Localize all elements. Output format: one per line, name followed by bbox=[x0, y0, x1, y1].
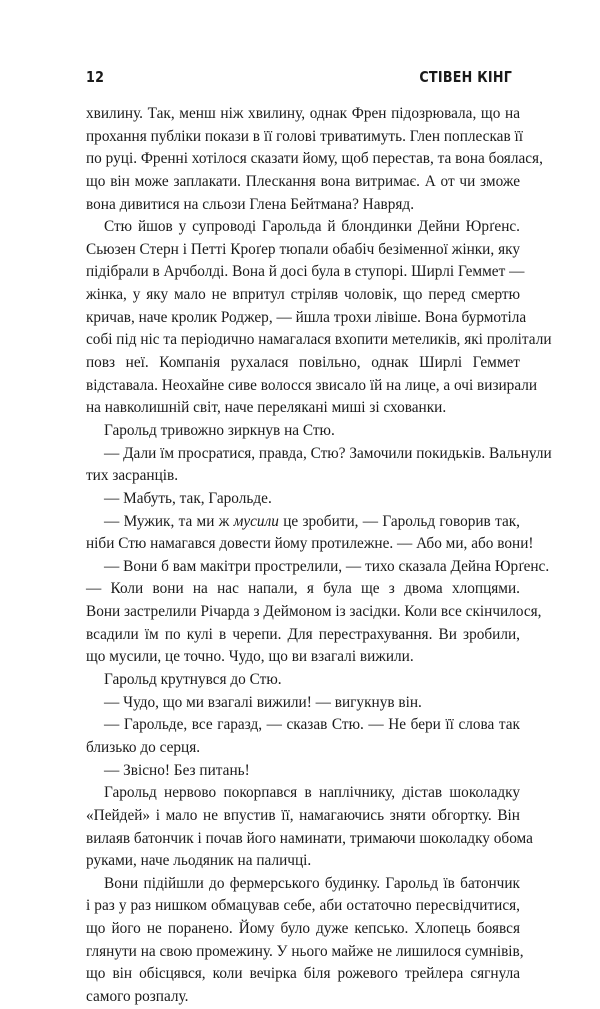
text-line: — Вони б вам макітри прострелили, — тихо сказала Дейна Юрґенс. bbox=[104, 557, 550, 575]
text-line: на навколишній світ, наче перелякані миші зі схованки. bbox=[86, 399, 447, 417]
text-line: — Дали їм просратися, правда, Стю? Замочили покидьків. Вальнули bbox=[104, 444, 552, 462]
text-line: хвилину. Так, менш ніж хвилину, однак Френ підозрювала, що на bbox=[86, 105, 520, 122]
text-line: — Мужик, та ми ж мусили це зробити, — Гарольд говорив так, bbox=[104, 512, 520, 530]
text-line: Гарольд тривожно зиркнув на Стю. bbox=[104, 421, 335, 439]
text-line: — Коли вони на нас напали, я була ще з двома хлопцями. bbox=[86, 580, 520, 598]
text-line: — Звісно! Без питань! bbox=[104, 761, 250, 779]
text-line: по руці. Френні хотілося сказати йому, щоб перестав, та вона боялася, bbox=[86, 150, 543, 168]
text-line: руками, наче льодяник на паличці. bbox=[86, 852, 312, 870]
text-line: що мусили, це точно. Чудо, що ви взагалі вижили. bbox=[86, 648, 414, 666]
text-line: — Чудо, що ми взагалі вижили! — вигукнув він. bbox=[104, 693, 422, 711]
text-line: всадили їм по кулі в черепи. Для перестрахування. Ви зробили, bbox=[86, 625, 520, 643]
text-line: прохання публіки покази в її голові триватимуть. Глен поплескав її bbox=[86, 127, 524, 145]
text-line: «Пейдей» і мало не впустив її, намагаючись зняти обгортку. Він bbox=[86, 806, 520, 824]
text-line: ніби Стю намагався довести йому протилежне. — Або ми, або вони! bbox=[86, 535, 534, 553]
text-line: підібрали в Арчболді. Вона й досі була в ступорі. Ширлі Геммет — bbox=[86, 263, 525, 281]
body-text bbox=[86, 103, 552, 1009]
text-line: що він може заплакати. Плескання вона витримає. А от чи зможе bbox=[86, 172, 520, 190]
text-line: близько до серця. bbox=[86, 738, 201, 756]
text-line: і раз у раз нишком обмацував себе, аби остаточно пересвідчитися, bbox=[86, 897, 520, 915]
text-line: повз неї. Компанія рухалася повільно, однак Ширлі Геммет bbox=[86, 354, 520, 372]
text-line: вилаяв батончик і почав його наминати, тримаючи шоколадку обома bbox=[86, 829, 533, 847]
text-line: Вони застрелили Річарда з Деймоном із засідки. Коли все скінчилося, bbox=[86, 603, 542, 621]
page-number: 12 bbox=[86, 68, 105, 86]
running-head-author: СТІВЕН КІНГ bbox=[419, 68, 512, 86]
running-header bbox=[86, 68, 512, 90]
text-line: вона дивитися на сльози Глена Бейтмана? Навряд. bbox=[86, 195, 415, 213]
text-line: самого розпалу. bbox=[86, 987, 189, 1005]
text-line: що він обісцявся, коли вечірка біля рожевого трейлера сягнула bbox=[86, 965, 520, 983]
text-line: Гарольд крутнувся до Стю. bbox=[104, 671, 282, 689]
text-line: собі під ніс та періодично намагалася вхопити метеликів, які пролітали bbox=[86, 331, 552, 349]
text-line: — Гарольде, все гаразд, — сказав Стю. — Не бери її слова так bbox=[104, 716, 520, 734]
text-line: тих засранців. bbox=[86, 467, 179, 485]
text-line: Вони підійшли до фермерського будинку. Гарольд їв батончик bbox=[104, 874, 520, 892]
text-line: глянути на свою промежину. У нього майже не лишилося сумнівів, bbox=[86, 942, 524, 960]
text-line: відставала. Неохайне сиве волосся звисало їй на лице, а очі визирали bbox=[86, 376, 538, 394]
text-line: що його не поранено. Йому було дуже кепсько. Хлопець боявся bbox=[86, 920, 520, 938]
text-line: жінка, у яку мало не впритул стріляв чоловік, що перед смертю bbox=[86, 286, 520, 304]
emphasis: мусили bbox=[233, 512, 279, 530]
text-line: Гарольд нервово покорпався в наплічнику, дістав шоколадку bbox=[104, 784, 520, 802]
text-line: кричав, наче кролик Роджер, — йшла трохи лівіше. Вона бурмотіла bbox=[86, 308, 527, 326]
text-line: Стю йшов у супроводі Гарольда й блондинки Дейни Юрґенс. bbox=[104, 218, 520, 236]
text-line: Сьюзен Стерн і Петті Кроґер тюпали обабіч безіменної жінки, яку bbox=[86, 240, 520, 258]
text-line: — Мабуть, так, Гарольде. bbox=[104, 489, 272, 507]
